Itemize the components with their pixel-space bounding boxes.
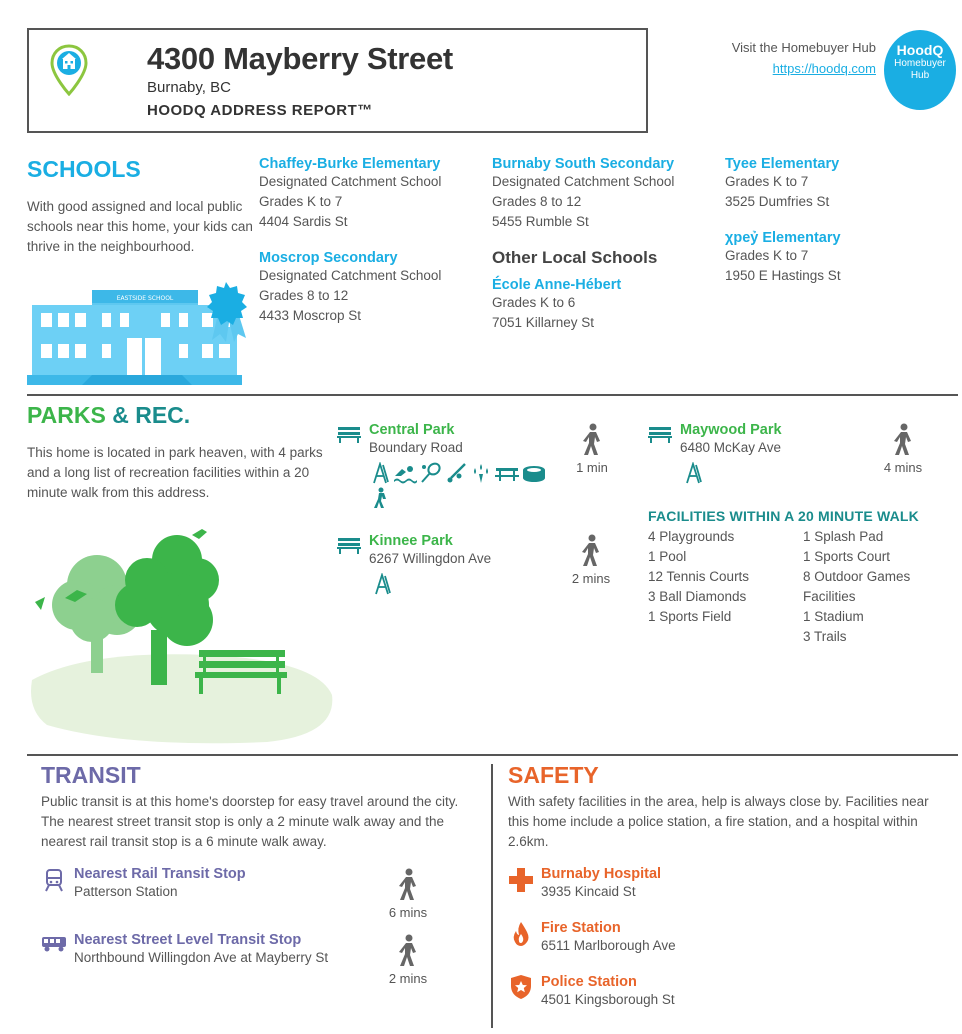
- school-grades: Grades K to 7: [259, 194, 343, 209]
- walking-person-icon: [397, 868, 419, 902]
- facility-item: 1 Pool: [648, 549, 687, 564]
- parks-intro: This home is located in park heaven, with 4 parks and a long list of recreation facilities within a 20 minute walk from this address.: [27, 445, 323, 500]
- facilities-title: FACILITIES WITHIN A 20 MINUTE WALK: [648, 508, 919, 524]
- transit-name[interactable]: Nearest Street Level Transit Stop: [74, 932, 302, 948]
- walk-time: [878, 423, 928, 475]
- park-item: [680, 422, 782, 458]
- picnic-table-icon: [495, 462, 519, 484]
- school-name[interactable]: Burnaby South Secondary: [492, 156, 675, 172]
- park-bench-icon: [337, 537, 361, 560]
- walk-time-label: 1 min: [576, 460, 608, 475]
- stadium-icon: [522, 462, 546, 484]
- swimming-icon: [393, 462, 417, 484]
- tennis-icon: [420, 462, 442, 484]
- school-name[interactable]: École Anne-Hébert: [492, 277, 622, 293]
- school-address: 7051 Killarney St: [492, 315, 595, 330]
- walking-person-icon: [397, 934, 419, 968]
- school-name[interactable]: χpeỷ Elementary: [725, 230, 841, 246]
- report-label: HOODQ ADDRESS REPORT™: [147, 102, 373, 119]
- park-item: [369, 533, 491, 569]
- school-address: 3525 Dumfries St: [725, 194, 830, 209]
- parks-title-b: & REC.: [105, 402, 191, 428]
- walk-time-label: 6 mins: [388, 905, 428, 920]
- transit-item: [74, 866, 246, 902]
- school-grades: Grades K to 6: [492, 295, 576, 310]
- facility-item: 3 Ball Diamonds: [648, 589, 747, 604]
- hoodq-link[interactable]: https://hoodq.com: [772, 61, 876, 76]
- school-address: 5455 Rumble St: [492, 214, 589, 229]
- transit-item: [74, 932, 328, 968]
- school-item: [259, 250, 441, 326]
- transit-intro: Public transit is at this home's doorstep for easy travel around the city. The nearest street transit stop is only a 2 minute walk away and the nearest rail transit stop is a 6 minute walk away.: [41, 794, 459, 849]
- walk-time: [570, 423, 614, 475]
- other-schools-heading: Other Local Schools: [492, 248, 658, 267]
- school-type: Designated Catchment School: [492, 174, 675, 189]
- walking-person-icon: [581, 423, 603, 457]
- walk-time: [568, 534, 614, 586]
- baseball-icon: [445, 462, 467, 484]
- facility-item: 12 Tennis Courts: [648, 569, 750, 584]
- walk-time-label: 2 mins: [388, 971, 428, 986]
- walk-time: [385, 868, 431, 920]
- safety-name[interactable]: Police Station: [541, 974, 637, 990]
- school-sign: EASTSIDE SCHOOL: [116, 295, 174, 302]
- park-facility-icons: [370, 462, 546, 484]
- police-badge-icon: [510, 974, 532, 1005]
- schools-title: SCHOOLS: [27, 156, 141, 182]
- address-title: 4300 Mayberry Street: [147, 41, 453, 76]
- park-address: Boundary Road: [369, 440, 463, 455]
- facility-item: 8 Outdoor Games: [803, 569, 911, 584]
- playground-icon: [372, 573, 392, 600]
- park-address: 6267 Willingdon Ave: [369, 551, 492, 566]
- address-city: Burnaby, BC: [147, 79, 231, 96]
- safety-intro: With safety facilities in the area, help is always close by. Facilities near this home include a police station, a fire station, and a hospital within 2.6km.: [508, 794, 929, 849]
- hospital-cross-icon: [508, 867, 534, 898]
- schools-intro: With good assigned and local public schools near this home, your kids can thrive in the neighbourhood.: [27, 199, 253, 254]
- transit-place: Patterson Station: [74, 884, 178, 899]
- playground-icon: [370, 462, 390, 484]
- walking-person-icon: [892, 423, 914, 457]
- facility-item: Facilities: [803, 589, 856, 604]
- section-divider: [27, 754, 958, 756]
- school-item: [259, 156, 441, 232]
- facility-item: 1 Sports Court: [803, 549, 891, 564]
- safety-name[interactable]: Burnaby Hospital: [541, 866, 662, 882]
- park-address: 6480 McKay Ave: [680, 440, 782, 455]
- school-address: 4404 Sardis St: [259, 214, 348, 229]
- hub-line-1: Homebuyer: [894, 58, 946, 69]
- facility-item: 1 Stadium: [803, 609, 864, 624]
- facility-item: 1 Sports Field: [648, 609, 732, 624]
- parks-title-a: PARKS: [27, 402, 106, 428]
- facility-item: 4 Playgrounds: [648, 529, 735, 544]
- walk-time-label: 4 mins: [883, 460, 923, 475]
- hub-line-2: Hub: [910, 70, 930, 81]
- transit-title: TRANSIT: [41, 762, 141, 788]
- walk-time-label: 2 mins: [571, 571, 611, 586]
- school-item: [492, 277, 621, 333]
- transit-place: Northbound Willingdon Ave at Mayberry St: [74, 950, 329, 965]
- safety-address: 6511 Marlborough Ave: [541, 938, 676, 953]
- hub-title: HoodQ: [896, 42, 944, 58]
- school-grades: Grades K to 7: [725, 248, 809, 263]
- visit-hub-text: Visit the Homebuyer Hub: [731, 40, 876, 55]
- park-bench-icon: [648, 426, 672, 449]
- section-divider: [27, 394, 958, 396]
- location-pin-icon: [50, 44, 88, 101]
- safety-title: SAFETY: [508, 762, 599, 788]
- school-grades: Grades 8 to 12: [492, 194, 582, 209]
- school-grades: Grades K to 7: [725, 174, 809, 189]
- park-item: [369, 422, 463, 458]
- parks-title: [27, 402, 190, 429]
- safety-item: [541, 920, 676, 956]
- park-name[interactable]: Kinnee Park: [369, 533, 453, 549]
- homebuyer-hub-badge[interactable]: [884, 30, 956, 110]
- column-divider: [491, 764, 493, 1028]
- award-ribbon-icon: [200, 280, 252, 351]
- park-name[interactable]: Maywood Park: [680, 422, 782, 438]
- school-address: 4433 Moscrop St: [259, 308, 362, 323]
- school-address: 1950 E Hastings St: [725, 268, 841, 283]
- safety-name[interactable]: Fire Station: [541, 920, 621, 936]
- fire-icon: [512, 921, 530, 952]
- park-illustration: [27, 520, 337, 750]
- playground-icon: [683, 462, 703, 489]
- school-name[interactable]: Chaffey-Burke Elementary: [259, 156, 441, 172]
- school-item: [492, 156, 674, 232]
- school-type: Designated Catchment School: [259, 174, 442, 189]
- safety-address: 3935 Kincaid St: [541, 884, 636, 899]
- walking-person-icon: [580, 534, 602, 568]
- facilities-col-2: [803, 527, 910, 647]
- school-name[interactable]: Tyee Elementary: [725, 156, 840, 172]
- school-type: Designated Catchment School: [259, 268, 442, 283]
- safety-item: [541, 866, 661, 902]
- park-bench-icon: [337, 426, 361, 449]
- park-name[interactable]: Central Park: [369, 422, 455, 438]
- facility-item: 1 Splash Pad: [803, 529, 884, 544]
- walk-time: [385, 934, 431, 986]
- train-icon: [44, 868, 64, 897]
- facility-item: 3 Trails: [803, 629, 847, 644]
- school-grades: Grades 8 to 12: [259, 288, 349, 303]
- school-item: [725, 230, 841, 286]
- transit-name[interactable]: Nearest Rail Transit Stop: [74, 866, 246, 882]
- school-name[interactable]: Moscrop Secondary: [259, 250, 398, 266]
- trail-walker-icon: [373, 487, 389, 514]
- school-item: [725, 156, 839, 212]
- bus-icon: [41, 936, 67, 957]
- safety-item: [541, 974, 675, 1010]
- safety-address: 4501 Kingsborough St: [541, 992, 675, 1007]
- facilities-col-1: [648, 527, 749, 627]
- splash-pad-icon: [470, 462, 492, 484]
